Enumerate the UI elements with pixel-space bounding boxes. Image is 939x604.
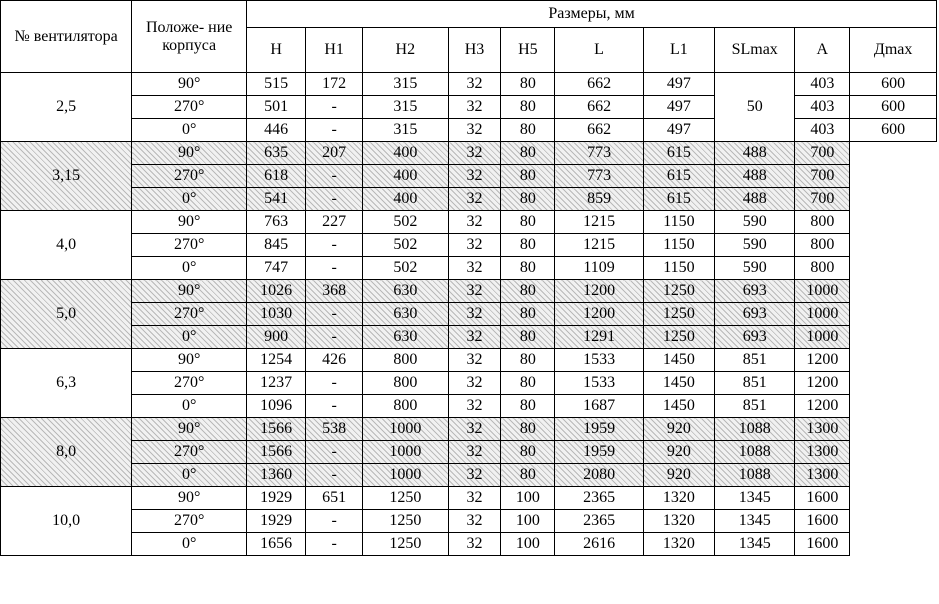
cell-h: 845 [247,234,306,257]
cell-h5: 80 [501,464,555,487]
cell-a: 851 [715,349,795,372]
table-row [1,464,937,487]
cell-h3: 32 [448,349,501,372]
fan-group [1,487,937,556]
cell-h: 541 [247,188,306,211]
cell-a: 590 [715,257,795,280]
fan-group [1,142,937,211]
cell-a: 488 [715,165,795,188]
cell-h2: 1250 [363,487,448,510]
cell-position: 0° [132,326,247,349]
cell-h2: 1250 [363,533,448,556]
cell-l1: 1150 [643,257,714,280]
cell-h5: 80 [501,165,555,188]
cell-slmax: 50 [715,73,795,142]
cell-h3: 32 [448,234,501,257]
cell-h2: 800 [363,372,448,395]
cell-h5: 80 [501,119,555,142]
table-row [1,234,937,257]
cell-h1: 368 [306,280,363,303]
cell-l1: 1150 [643,234,714,257]
cell-l1: 615 [643,142,714,165]
cell-h3: 32 [448,211,501,234]
cell-h1: - [306,96,363,119]
cell-h2: 1250 [363,510,448,533]
cell-position: 270° [132,441,247,464]
cell-h2: 630 [363,303,448,326]
cell-h: 1566 [247,441,306,464]
cell-h1: - [306,372,363,395]
cell-h: 1656 [247,533,306,556]
cell-fan-number: 8,0 [1,418,132,487]
cell-h3: 32 [448,464,501,487]
cell-l: 1215 [555,234,643,257]
cell-h: 1929 [247,487,306,510]
header-col-a: A [795,28,850,73]
cell-position: 0° [132,257,247,280]
cell-h5: 80 [501,349,555,372]
cell-dmax: 1000 [795,280,850,303]
cell-l: 662 [555,96,643,119]
cell-position: 90° [132,280,247,303]
cell-dmax: 1000 [795,303,850,326]
header-col-h5: H5 [501,28,555,73]
cell-h2: 800 [363,395,448,418]
header-col-h1: H1 [306,28,363,73]
cell-h3: 32 [448,96,501,119]
cell-a: 1088 [715,441,795,464]
cell-l1: 1450 [643,349,714,372]
table-row [1,510,937,533]
cell-position: 90° [132,211,247,234]
cell-h5: 80 [501,441,555,464]
cell-h5: 80 [501,142,555,165]
cell-h2: 315 [363,96,448,119]
cell-h1: - [306,303,363,326]
table-row [1,142,937,165]
cell-l: 1533 [555,372,643,395]
cell-h: 618 [247,165,306,188]
cell-h2: 400 [363,165,448,188]
cell-h3: 32 [448,73,501,96]
cell-l: 1291 [555,326,643,349]
table-row [1,418,937,441]
cell-h3: 32 [448,395,501,418]
cell-position: 270° [132,96,247,119]
fan-group [1,418,937,487]
cell-dmax: 700 [795,142,850,165]
table-row [1,119,937,142]
table-header [1,1,937,73]
table-row [1,96,937,119]
cell-h2: 1000 [363,418,448,441]
cell-h1: 651 [306,487,363,510]
cell-h1: 227 [306,211,363,234]
table-row [1,372,937,395]
header-sizes-group: Размеры, мм [247,1,937,28]
cell-l: 662 [555,73,643,96]
cell-a: 693 [715,326,795,349]
cell-l1: 1250 [643,326,714,349]
cell-h5: 100 [501,510,555,533]
cell-a: 1345 [715,510,795,533]
cell-h5: 80 [501,234,555,257]
cell-h1: - [306,119,363,142]
cell-h1: 426 [306,349,363,372]
cell-h: 1026 [247,280,306,303]
cell-position: 0° [132,119,247,142]
cell-l1: 1320 [643,510,714,533]
cell-l1: 920 [643,441,714,464]
cell-h3: 32 [448,533,501,556]
cell-fan-number: 6,3 [1,349,132,418]
cell-l1: 615 [643,165,714,188]
cell-fan-number: 4,0 [1,211,132,280]
cell-h5: 100 [501,487,555,510]
cell-dmax: 1200 [795,395,850,418]
cell-position: 270° [132,510,247,533]
table-row [1,349,937,372]
cell-a: 1088 [715,464,795,487]
cell-position: 90° [132,418,247,441]
cell-h5: 80 [501,280,555,303]
cell-l1: 1320 [643,487,714,510]
table-row [1,211,937,234]
cell-h3: 32 [448,372,501,395]
cell-l: 2616 [555,533,643,556]
cell-dmax: 700 [795,188,850,211]
cell-position: 90° [132,349,247,372]
cell-h5: 80 [501,418,555,441]
table-row [1,441,937,464]
table-row [1,280,937,303]
cell-l: 2080 [555,464,643,487]
cell-a: 590 [715,234,795,257]
cell-l1: 1150 [643,211,714,234]
cell-h1: - [306,533,363,556]
cell-l: 1959 [555,418,643,441]
cell-l1: 497 [643,96,714,119]
cell-l1: 1250 [643,280,714,303]
cell-l1: 920 [643,418,714,441]
cell-h1: - [306,188,363,211]
cell-h5: 80 [501,372,555,395]
cell-h1: - [306,464,363,487]
cell-a: 1088 [715,418,795,441]
table-row [1,303,937,326]
cell-fan-number: 2,5 [1,73,132,142]
cell-h2: 502 [363,234,448,257]
cell-l: 1533 [555,349,643,372]
cell-h1: - [306,326,363,349]
cell-dmax: 1600 [795,533,850,556]
cell-h: 763 [247,211,306,234]
cell-h3: 32 [448,257,501,280]
table-row [1,165,937,188]
cell-h: 1096 [247,395,306,418]
cell-position: 0° [132,464,247,487]
fan-group [1,349,937,418]
cell-dmax: 1000 [795,326,850,349]
header-col-h: H [247,28,306,73]
cell-position: 90° [132,487,247,510]
cell-dmax: 1300 [795,464,850,487]
cell-dmax: 700 [795,165,850,188]
cell-h2: 800 [363,349,448,372]
cell-h2: 315 [363,73,448,96]
cell-h1: - [306,234,363,257]
header-col-h3: H3 [448,28,501,73]
cell-l: 1215 [555,211,643,234]
cell-h3: 32 [448,326,501,349]
cell-l: 773 [555,142,643,165]
cell-l: 1109 [555,257,643,280]
cell-a: 590 [715,211,795,234]
cell-l1: 920 [643,464,714,487]
cell-position: 90° [132,142,247,165]
cell-a: 1345 [715,533,795,556]
cell-h2: 630 [363,326,448,349]
cell-position: 270° [132,234,247,257]
cell-h2: 502 [363,211,448,234]
cell-h2: 1000 [363,441,448,464]
cell-h2: 502 [363,257,448,280]
cell-a: 1345 [715,487,795,510]
cell-dmax: 1200 [795,372,850,395]
cell-position: 0° [132,395,247,418]
cell-l: 773 [555,165,643,188]
header-col-l1: L1 [643,28,714,73]
table-row [1,188,937,211]
cell-h1: - [306,441,363,464]
cell-h: 1566 [247,418,306,441]
header-fan-number: № вентилятора [1,1,132,73]
cell-h: 515 [247,73,306,96]
cell-dmax: 1600 [795,510,850,533]
cell-h5: 80 [501,73,555,96]
cell-h: 1360 [247,464,306,487]
cell-dmax: 600 [850,119,937,142]
cell-h5: 80 [501,211,555,234]
cell-h2: 400 [363,188,448,211]
cell-h: 1237 [247,372,306,395]
cell-h: 1254 [247,349,306,372]
cell-h3: 32 [448,418,501,441]
table-row [1,487,937,510]
cell-h5: 80 [501,257,555,280]
cell-l1: 1250 [643,303,714,326]
cell-l: 1200 [555,280,643,303]
cell-l1: 497 [643,73,714,96]
cell-fan-number: 10,0 [1,487,132,556]
table-row [1,73,937,96]
cell-h5: 80 [501,326,555,349]
cell-dmax: 1200 [795,349,850,372]
cell-l1: 1450 [643,395,714,418]
cell-h: 446 [247,119,306,142]
cell-a: 403 [795,96,850,119]
cell-l1: 615 [643,188,714,211]
cell-h3: 32 [448,280,501,303]
table-row [1,257,937,280]
cell-h: 1030 [247,303,306,326]
cell-dmax: 800 [795,211,850,234]
fan-group [1,73,937,142]
cell-l1: 1450 [643,372,714,395]
cell-h5: 80 [501,188,555,211]
cell-h3: 32 [448,510,501,533]
cell-dmax: 600 [850,73,937,96]
cell-h1: 207 [306,142,363,165]
cell-h3: 32 [448,165,501,188]
cell-a: 403 [795,119,850,142]
cell-a: 693 [715,280,795,303]
cell-dmax: 600 [850,96,937,119]
cell-h1: 172 [306,73,363,96]
fan-group [1,280,937,349]
cell-a: 488 [715,188,795,211]
cell-h: 501 [247,96,306,119]
cell-h2: 315 [363,119,448,142]
cell-position: 0° [132,188,247,211]
cell-dmax: 1300 [795,418,850,441]
cell-h2: 630 [363,280,448,303]
cell-h: 747 [247,257,306,280]
cell-l: 662 [555,119,643,142]
cell-a: 693 [715,303,795,326]
cell-h3: 32 [448,303,501,326]
header-housing-position: Положе- ние корпуса [132,1,247,73]
cell-h3: 32 [448,188,501,211]
cell-l: 2365 [555,487,643,510]
header-col-h2: H2 [363,28,448,73]
cell-h1: - [306,165,363,188]
cell-h: 1929 [247,510,306,533]
fan-group [1,211,937,280]
cell-dmax: 1600 [795,487,850,510]
header-col-dmax: Дmax [850,28,937,73]
cell-h1: - [306,510,363,533]
cell-a: 403 [795,73,850,96]
header-col-slmax: SLmax [715,28,795,73]
cell-l: 1959 [555,441,643,464]
cell-h5: 80 [501,395,555,418]
cell-position: 270° [132,303,247,326]
cell-h3: 32 [448,441,501,464]
cell-h1: - [306,257,363,280]
cell-l1: 1320 [643,533,714,556]
cell-l1: 497 [643,119,714,142]
cell-position: 270° [132,165,247,188]
cell-fan-number: 3,15 [1,142,132,211]
cell-h2: 1000 [363,464,448,487]
cell-a: 488 [715,142,795,165]
table-row [1,326,937,349]
cell-h: 635 [247,142,306,165]
cell-position: 0° [132,533,247,556]
cell-l: 859 [555,188,643,211]
cell-a: 851 [715,395,795,418]
cell-h1: 538 [306,418,363,441]
table-row [1,533,937,556]
cell-fan-number: 5,0 [1,280,132,349]
cell-position: 270° [132,372,247,395]
cell-h5: 80 [501,96,555,119]
cell-h1: - [306,395,363,418]
cell-h3: 32 [448,487,501,510]
table-row [1,395,937,418]
cell-position: 90° [132,73,247,96]
cell-l: 1687 [555,395,643,418]
cell-h2: 400 [363,142,448,165]
header-col-l: L [555,28,643,73]
cell-h: 900 [247,326,306,349]
cell-h3: 32 [448,119,501,142]
cell-l: 1200 [555,303,643,326]
cell-l: 2365 [555,510,643,533]
cell-h3: 32 [448,142,501,165]
cell-dmax: 1300 [795,441,850,464]
cell-h5: 100 [501,533,555,556]
cell-a: 851 [715,372,795,395]
cell-dmax: 800 [795,234,850,257]
cell-dmax: 800 [795,257,850,280]
cell-h5: 80 [501,303,555,326]
